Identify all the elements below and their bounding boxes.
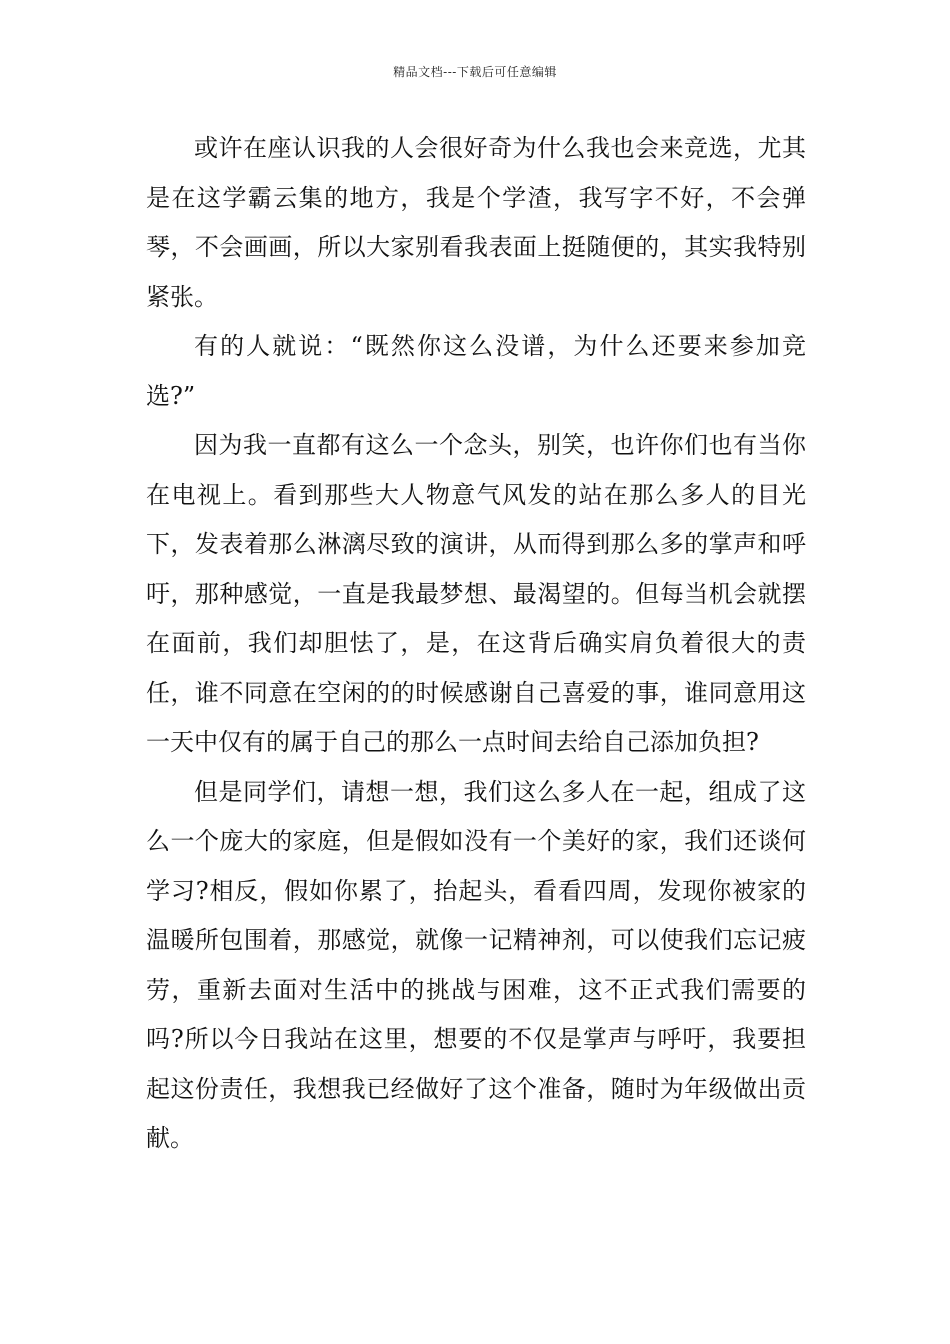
paragraph-3: 因为我一直都有这么一个念头，别笑，也许你们也有当你在电视上。看到那些大人物意气风发的站在那么多人的目光下，发表着那么淋漓尽致的演讲，从而得到那么多的掌声和呼吁，那种感觉，一直是我最梦想、最渴望的。但每当机会就摆在面前，我们却胆怯了，是，在这背后确实肩负着很大的责任，谁不同意在空闲的的时候感谢自己喜爱的事，谁同意用这一天中仅有的属于自己的那么一点时间去给自己添加负担? bbox=[146, 431, 806, 756]
page-header: 精品文档---下载后可任意编辑 bbox=[393, 65, 557, 79]
paragraph-2: 有的人就说：“既然你这么没谱，为什么还要来参加竞选?” bbox=[146, 332, 806, 410]
paragraph-1: 或许在座认识我的人会很好奇为什么我也会来竞选，尤其是在这学霸云集的地方，我是个学渣，我写字不好，不会弹琴，不会画画，所以大家别看我表面上挺随便的，其实我特别紧张。 bbox=[146, 134, 806, 311]
document-body bbox=[146, 124, 806, 1164]
paragraph-4: 但是同学们，请想一想，我们这么多人在一起，组成了这么一个庞大的家庭，但是假如没有一个美好的家，我们还谈何学习?相反，假如你累了，抬起头，看看四周，发现你被家的温暖所包围着，那感觉，就像一记精神剂，可以使我们忘记疲劳，重新去面对生活中的挑战与困难，这不正式我们需要的吗?所以今日我站在这里，想要的不仅是掌声与呼吁，我要担起这份责任，我想我已经做好了这个准备，随时为年级做出贡献。 bbox=[146, 777, 806, 1152]
